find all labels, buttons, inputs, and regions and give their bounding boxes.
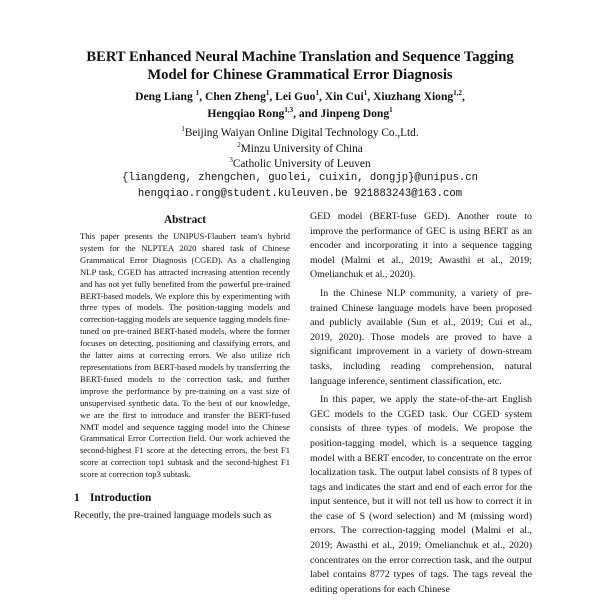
- author-affil-mark: 1: [389, 106, 393, 115]
- title-line-2: Model for Chinese Grammatical Error Diagnosis: [147, 67, 453, 83]
- section-heading-introduction: [74, 491, 296, 505]
- author-name: Lei Guo: [275, 90, 316, 103]
- affiliation-line: $^2$Minzu University of China: [237, 140, 363, 155]
- left-column: [74, 213, 296, 523]
- author-name: Xiuzhang Xiong: [373, 90, 454, 103]
- body-paragraph: In the Chinese NLP community, a variety of pre-trained Chinese language models have been proposed and publicly available (Sun et al., 2019; Cui et al., 2019, 2020). Those models are proved to have a significant improvement in a variety of down-stream tasks, including reading comprehension, natural language inference, sentiment classification, etc.: [310, 287, 532, 387]
- author-affil-mark: 1: [195, 89, 200, 98]
- affiliations: [40, 126, 560, 173]
- section-title: Introduction: [90, 492, 152, 505]
- author-name: Chen Zheng: [204, 90, 266, 103]
- author-affil-mark: 1: [315, 89, 319, 98]
- author-affil-mark: 1: [265, 89, 270, 98]
- author-affil-mark: 1: [363, 89, 368, 98]
- author-name: Jinpeng Dong: [320, 107, 390, 120]
- abstract-heading: Abstract: [163, 214, 207, 226]
- title-line-1: BERT Enhanced Neural Machine Translation and Sequence Tagging: [86, 49, 514, 65]
- author-affil-mark: 1,2: [453, 89, 462, 98]
- author-emails: [40, 170, 560, 202]
- paper-title: [40, 48, 560, 84]
- author-line-1: Deng Liang $^1$, Chen Zheng$^1$, Lei Guo$^1$, Xin Cui$^1$, Xiuzhang Xiong$^{1,2}$,: [135, 89, 465, 103]
- author-name: Deng Liang: [135, 90, 193, 103]
- body-paragraph: In this paper, we apply the state-of-the-art English GEC models to the CGED task. Our CGED system consists of three types of models. We propose the position-tagging model, which is a sequence tagging model with a BERT encoder, to concentrate on the error localization task. The output label consists of 8 types of tags and indicates the start and end of each error for the input sentence, but it will not tell us how to correct it in the case of S (word selection) and M (missing word) errors. The correction-tagging model (Malmi et al., 2019; Awasthi et al., 2019; Omelianchuk et al., 2020) concentrates on the error correction task, and the output label contains 8772 types of tags. The tags reveal the editing operations for each Chinese: [310, 394, 532, 595]
- author-name: Xin Cui: [324, 90, 364, 103]
- right-column: [310, 210, 532, 601]
- body-paragraph: GED model (BERT-fuse GED). Another route to improve the performance of GEC is using BERT as an encoder and incorporating it into a sequence tagging model (Malmi et al., 2019; Awasthi et al., 2019; Omelianchuk et al., 2020).: [310, 211, 532, 281]
- author-list: [40, 88, 560, 122]
- email-line-1: {liangdeng, zhengchen, guolei, cuixin, dongjp}@unipus.cn: [121, 172, 478, 184]
- affiliation-line: $^1$Beijing Waiyan Online Digital Technology Co.,Ltd.: [181, 125, 419, 139]
- author-affil-mark: 1,3: [284, 106, 294, 115]
- introduction-text: Recently, the pre-trained language models such as: [74, 510, 272, 522]
- author-name: Hengqiao Rong: [207, 107, 285, 120]
- abstract-text: This paper presents the UNIPUS-Flaubert team's hybrid system for the NLPTEA 2020 shared task of Chinese Grammatical Error Diagnosis (CGED). As a challenging NLP task, CGED has attracted increasing attention recently and has not yet fully benefited from the powerful pre-trained BERT-based models. We explore this by experimenting with three types of models. The position-tagging models and correction-tagging models are sequence tagging models fine-tuned on pre-trained BERT-based models, where the former focuses on detecting, positioning and classifying errors, and the latter aims at correcting errors. We also utilize rich representations from BERT-based models by transferring the BERT-fused models to the correction task, and further improve the performance by pre-training on a vast size of unsupervised synthetic data. To the best of our knowledge, we are the first to introduce and transfer the BERT-fused NMT model and sequence tagging model into the Chinese Grammatical Error Correction field. Our work achieved the second-highest F1 score at the detecting errors, the best F1 score at correction top1 subtask and the second-highest F1 score at correction top3 subtask.: [80, 231, 290, 480]
- email-line-2: hengqiao.rong@student.kuleuven.be 921883243@163.com: [137, 188, 463, 200]
- section-number: 1: [74, 492, 80, 505]
- author-line-2: Hengqiao Rong$^{1,3}$, and Jinpeng Dong$^1$: [207, 106, 393, 120]
- author-and: and: [298, 107, 318, 120]
- affiliation-line: $^3$Catholic University of Leuven: [229, 156, 371, 170]
